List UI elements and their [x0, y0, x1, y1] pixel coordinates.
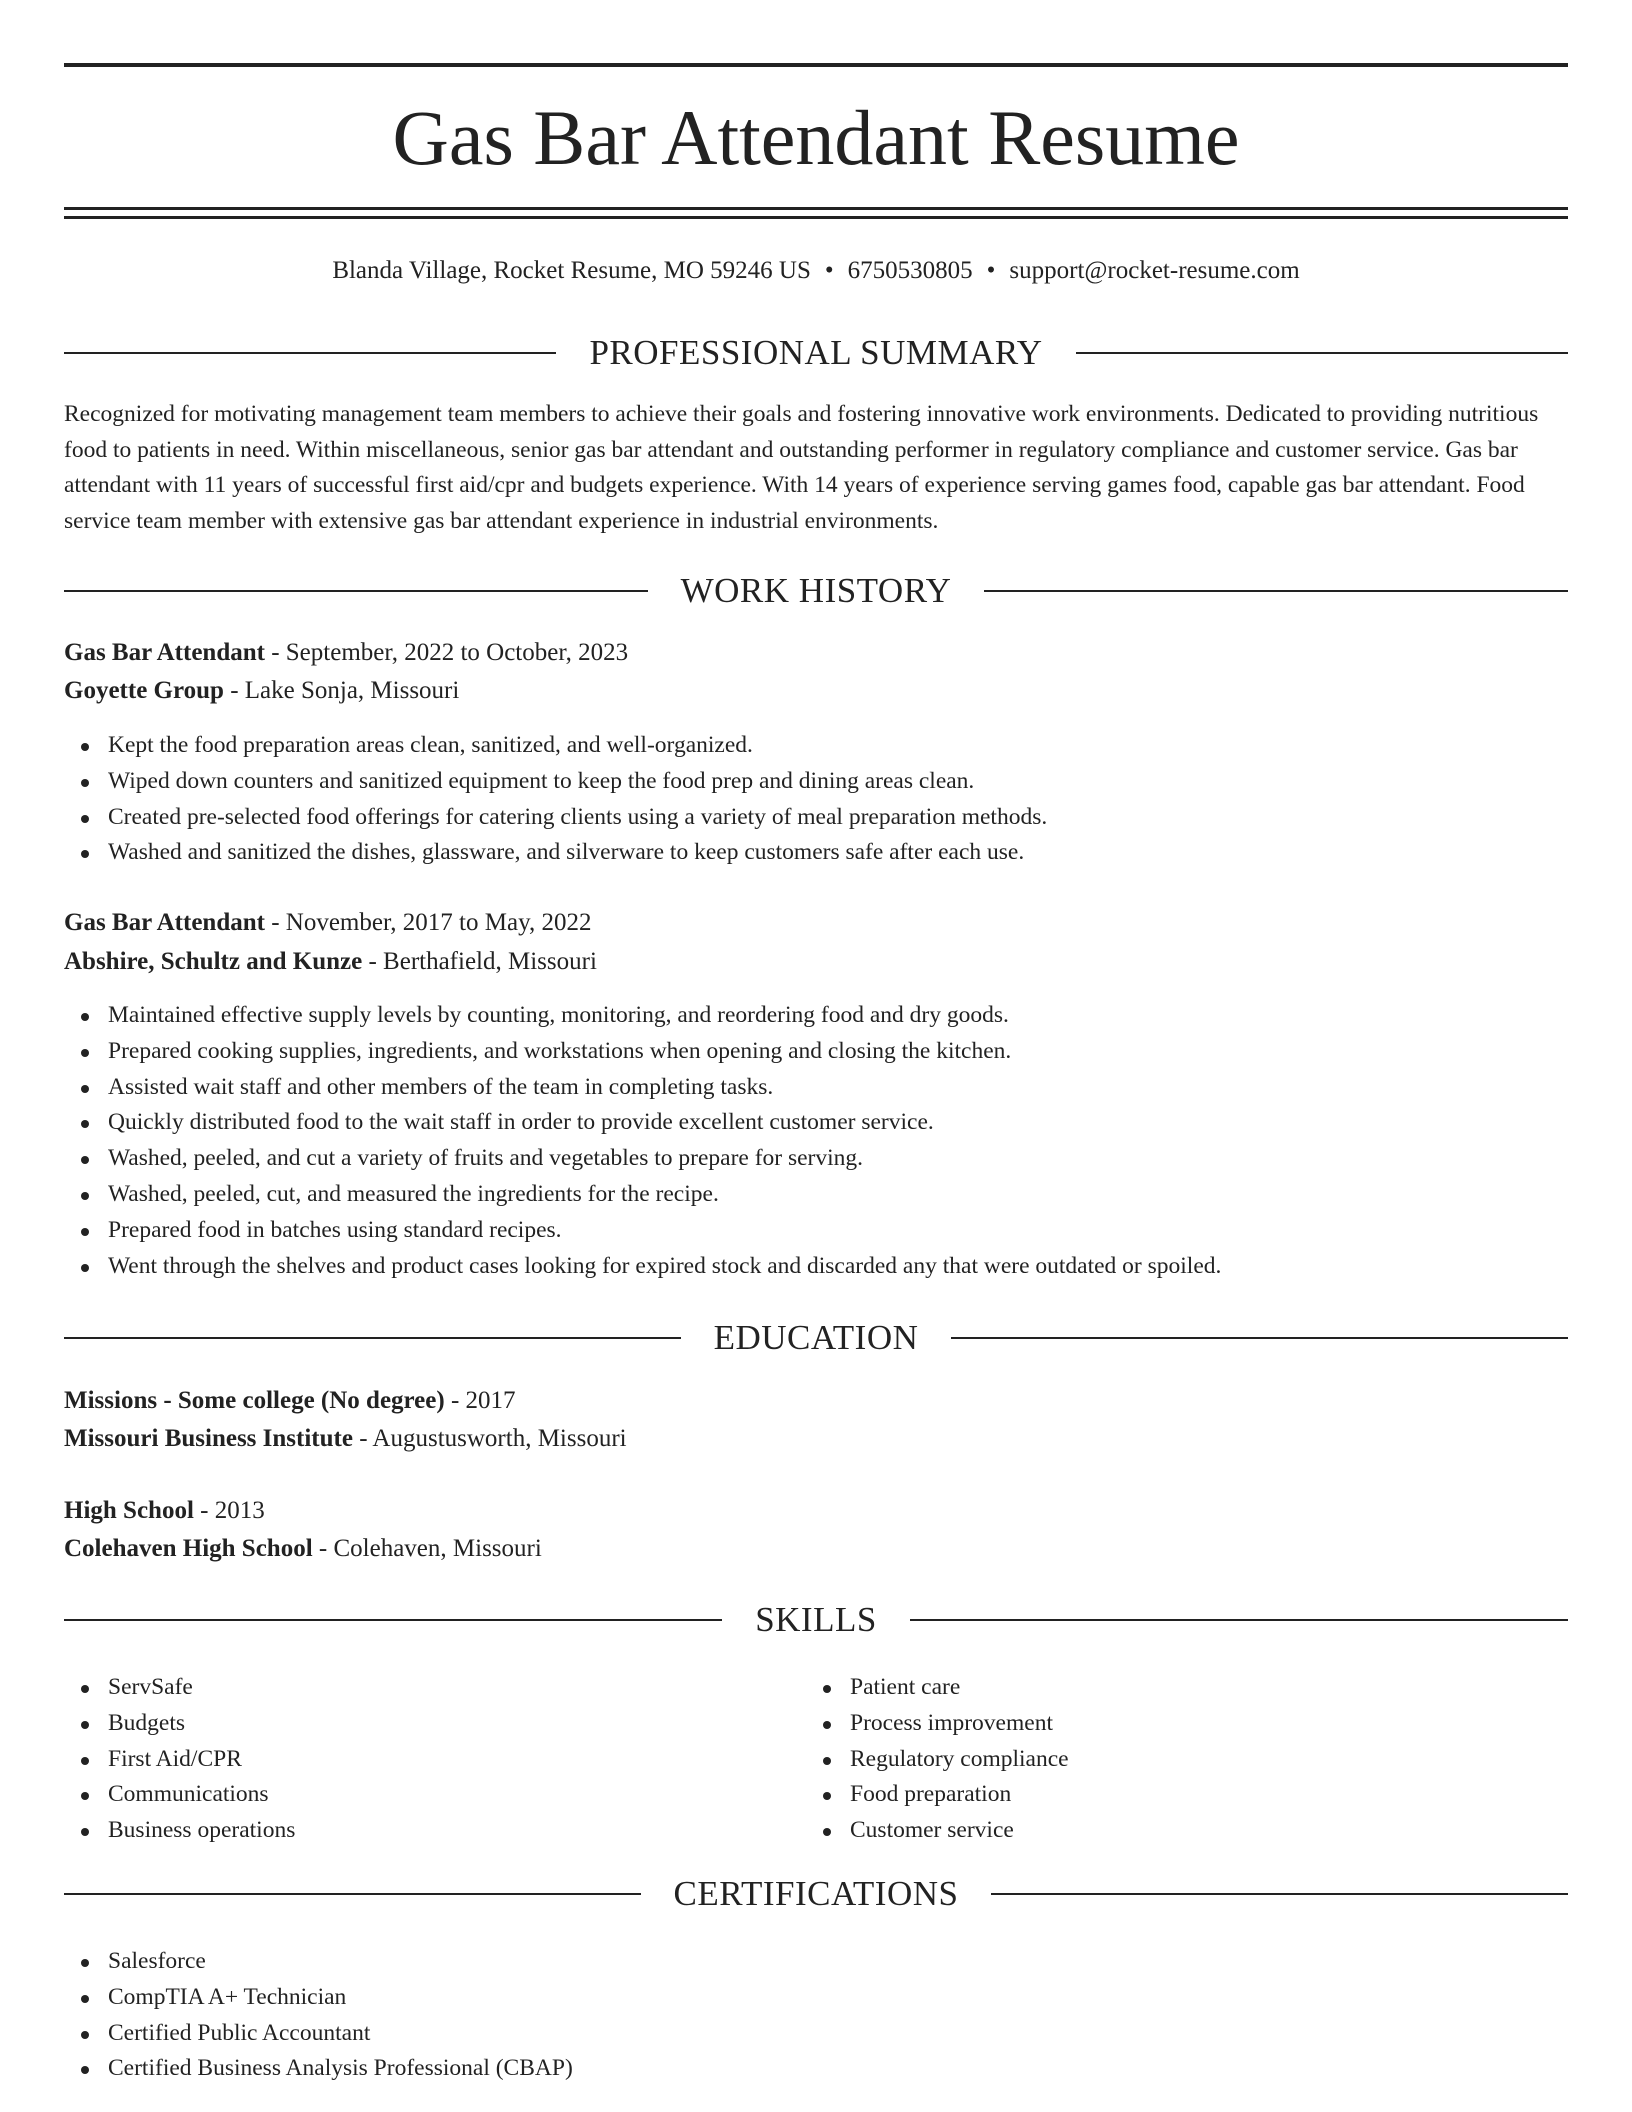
- education-school-line: Missouri Business Institute - Augustusworth, Missouri: [64, 1425, 627, 1452]
- list-item: Went through the shelves and product cases looking for expired stock and discarded any that were outdated or spoiled.: [108, 1249, 1221, 1285]
- job-title-line: Gas Bar Attendant - September, 2022 to October, 2023: [64, 639, 629, 666]
- resume-title: Gas Bar Attendant Resume: [392, 94, 1240, 181]
- certification-item: Certified Public Accountant: [108, 2016, 573, 2052]
- heading-rule: [64, 590, 648, 592]
- list-item: Assisted wait staff and other members of the team in completing tasks.: [108, 1070, 1221, 1106]
- summary-text: Recognized for motivating management team members to achieve their goals and fostering innovative work environments. Dedicated to providing nutritious food to patients in need. Within miscellaneous, senior gas bar attendant and outstanding performer in regulatory compliance and customer service. Gas bar attendant with 11 years of successful first aid/cpr and budgets experience. With 14 years of experience serving games food, capable gas bar attendant. Food service team member with extensive gas bar attendant experience in industrial environments.: [64, 401, 1539, 534]
- heading-rule: [1076, 352, 1568, 354]
- skills-list-right: [806, 1670, 1069, 1849]
- heading-rule: [64, 352, 556, 354]
- contact-line: [64, 254, 1568, 288]
- education-degree: Missions - Some college (No degree): [64, 1387, 445, 1414]
- summary-heading-text: PROFESSIONAL SUMMARY: [589, 333, 1043, 372]
- education-degree: High School: [64, 1497, 194, 1524]
- education-heading: [64, 1316, 1568, 1360]
- certifications-heading-text: CERTIFICATIONS: [673, 1874, 959, 1913]
- contact-separator: •: [824, 257, 834, 284]
- list-item: Maintained effective supply levels by counting, monitoring, and reordering food and dry goods.: [108, 998, 1221, 1034]
- job-title: Gas Bar Attendant: [64, 639, 265, 666]
- education-school: Missouri Business Institute: [64, 1425, 353, 1452]
- contact-phone: 6750530805: [847, 257, 973, 284]
- certifications-heading: [64, 1872, 1568, 1916]
- skill-item: Regulatory compliance: [850, 1742, 1069, 1778]
- list-item: Prepared cooking supplies, ingredients, and workstations when opening and closing the kitchen.: [108, 1034, 1221, 1070]
- heading-rule: [64, 1893, 641, 1895]
- skill-item: First Aid/CPR: [108, 1742, 295, 1778]
- job-bullets: [64, 728, 1047, 871]
- education-degree-line: High School - 2013: [64, 1497, 265, 1524]
- heading-rule: [64, 1619, 722, 1621]
- job-company-line: Goyette Group - Lake Sonja, Missouri: [64, 677, 460, 704]
- skill-item: Process improvement: [850, 1706, 1069, 1742]
- job-dates: November, 2017 to May, 2022: [285, 909, 592, 936]
- certification-item: Certified Business Analysis Professional (CBAP): [108, 2051, 573, 2087]
- skill-item: Patient care: [850, 1670, 1069, 1706]
- education-location: Augustusworth, Missouri: [372, 1425, 627, 1452]
- heading-rule: [991, 1893, 1568, 1895]
- education-year: 2017: [465, 1387, 516, 1414]
- job-location: Lake Sonja, Missouri: [244, 677, 460, 704]
- education-location: Colehaven, Missouri: [333, 1535, 542, 1562]
- skill-item: Customer service: [850, 1813, 1069, 1849]
- skill-item: Communications: [108, 1777, 295, 1813]
- skills-heading: [64, 1598, 1568, 1642]
- work-history-heading-text: WORK HISTORY: [680, 571, 952, 610]
- skills-heading-text: SKILLS: [755, 1600, 877, 1639]
- job-company: Goyette Group: [64, 677, 224, 704]
- certification-item: CompTIA A+ Technician: [108, 1980, 573, 2016]
- list-item: Washed, peeled, and cut a variety of fruits and vegetables to prepare for serving.: [108, 1141, 1221, 1177]
- skills-list-left: [64, 1670, 295, 1849]
- list-item: Wiped down counters and sanitized equipment to keep the food prep and dining areas clean.: [108, 764, 1047, 800]
- work-history-heading: [64, 569, 1568, 613]
- list-item: Prepared food in batches using standard recipes.: [108, 1213, 1221, 1249]
- job-company: Abshire, Schultz and Kunze: [64, 948, 363, 975]
- summary-heading: [64, 331, 1568, 375]
- contact-email: support@rocket-resume.com: [1009, 257, 1300, 284]
- job-bullets: [64, 998, 1221, 1284]
- top-rule: [64, 63, 1568, 67]
- list-item: Washed and sanitized the dishes, glassware, and silverware to keep customers safe after each use.: [108, 835, 1047, 871]
- job-company-line: Abshire, Schultz and Kunze - Berthafield, Missouri: [64, 948, 597, 975]
- contact-address: Blanda Village, Rocket Resume, MO 59246 US: [332, 257, 811, 284]
- list-item: Created pre-selected food offerings for catering clients using a variety of meal preparation methods.: [108, 800, 1047, 836]
- certifications-list: [64, 1944, 573, 2087]
- heading-rule: [64, 1337, 681, 1339]
- education-year: 2013: [214, 1497, 265, 1524]
- list-item: Washed, peeled, cut, and measured the ingredients for the recipe.: [108, 1177, 1221, 1213]
- skill-item: Business operations: [108, 1813, 295, 1849]
- job-title-line: Gas Bar Attendant - November, 2017 to May, 2022: [64, 909, 592, 936]
- job-title: Gas Bar Attendant: [64, 909, 265, 936]
- education-school-line: Colehaven High School - Colehaven, Missouri: [64, 1535, 542, 1562]
- skill-item: ServSafe: [108, 1670, 295, 1706]
- job-dates: September, 2022 to October, 2023: [285, 639, 629, 666]
- skill-item: Budgets: [108, 1706, 295, 1742]
- list-item: Quickly distributed food to the wait staff in order to provide excellent customer service.: [108, 1105, 1221, 1141]
- job-location: Berthafield, Missouri: [383, 948, 597, 975]
- title-rule-upper: [64, 207, 1568, 210]
- heading-rule: [910, 1619, 1568, 1621]
- title-rule-lower: [64, 216, 1568, 219]
- education-school: Colehaven High School: [64, 1535, 313, 1562]
- education-heading-text: EDUCATION: [713, 1318, 919, 1357]
- certification-item: Salesforce: [108, 1944, 573, 1980]
- skill-item: Food preparation: [850, 1777, 1069, 1813]
- contact-separator: •: [986, 257, 996, 284]
- heading-rule: [984, 590, 1568, 592]
- heading-rule: [951, 1337, 1568, 1339]
- list-item: Kept the food preparation areas clean, sanitized, and well-organized.: [108, 728, 1047, 764]
- education-degree-line: Missions - Some college (No degree) - 2017: [64, 1387, 516, 1414]
